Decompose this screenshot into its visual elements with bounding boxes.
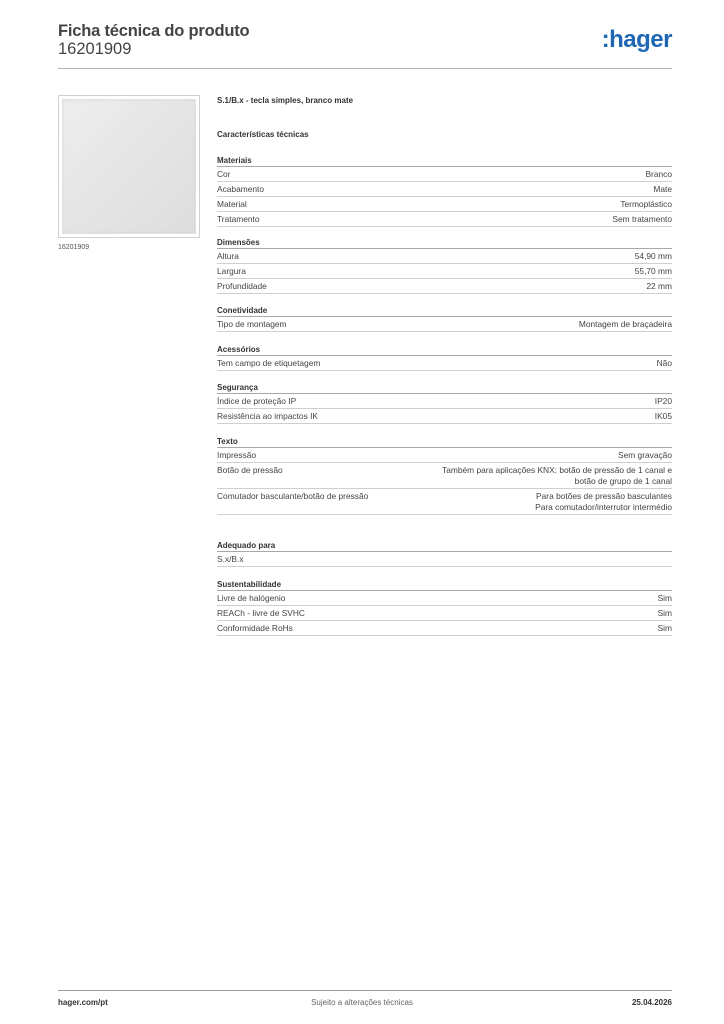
spec-label: Altura bbox=[217, 251, 239, 261]
section-adequado bbox=[217, 540, 672, 567]
spec-label: REACh - livre de SVHC bbox=[217, 608, 305, 618]
spec-value bbox=[535, 491, 672, 513]
spec-row bbox=[217, 317, 672, 332]
spec-row bbox=[217, 552, 672, 567]
spec-row bbox=[217, 606, 672, 621]
image-caption: 16201909 bbox=[58, 244, 90, 251]
section-dimensoes bbox=[217, 237, 672, 294]
product-reference: 16201909 bbox=[58, 40, 132, 58]
section-seguranca bbox=[217, 382, 672, 424]
spec-value: 55,70 mm bbox=[634, 266, 672, 276]
spec-value: Termoplástico bbox=[620, 199, 672, 209]
switch-plate-image bbox=[62, 99, 196, 234]
spec-label: Acabamento bbox=[217, 184, 265, 194]
spec-label: Cor bbox=[217, 169, 231, 179]
section-texto bbox=[217, 436, 672, 515]
spec-value-line: Também para aplicações KNX: botão de pressão de 1 canal e bbox=[442, 465, 672, 475]
spec-value: IK05 bbox=[654, 411, 672, 421]
spec-row bbox=[217, 212, 672, 227]
spec-value: Sim bbox=[657, 623, 672, 633]
spec-label: S.x/B.x bbox=[217, 554, 244, 564]
spec-label: Botão de pressão bbox=[217, 465, 283, 475]
header-divider bbox=[58, 68, 672, 69]
section-sustentabilidade bbox=[217, 579, 672, 636]
spec-row bbox=[217, 264, 672, 279]
section-title: Adequado para bbox=[217, 540, 672, 552]
spec-row bbox=[217, 249, 672, 264]
logo-text: :hager bbox=[601, 26, 672, 53]
spec-label: Tem campo de etiquetagem bbox=[217, 358, 321, 368]
spec-label: Comutador basculante/botão de pressão bbox=[217, 491, 369, 501]
spec-label: Livre de halógenio bbox=[217, 593, 286, 603]
spec-label: Conformidade RoHs bbox=[217, 623, 293, 633]
section-acessorios bbox=[217, 344, 672, 371]
spec-value-line: Para comutador/interrutor intermédio bbox=[535, 502, 672, 512]
hager-logo bbox=[602, 28, 672, 52]
spec-row bbox=[217, 448, 672, 463]
spec-row bbox=[217, 409, 672, 424]
spec-row bbox=[217, 394, 672, 409]
spec-row bbox=[217, 356, 672, 371]
spec-label: Tipo de montagem bbox=[217, 319, 287, 329]
spec-label: Tratamento bbox=[217, 214, 260, 224]
spec-value-line: Para botões de pressão basculantes bbox=[536, 491, 672, 501]
spec-row bbox=[217, 197, 672, 212]
spec-label: Impressão bbox=[217, 450, 257, 460]
section-conetividade bbox=[217, 305, 672, 332]
spec-value: Não bbox=[656, 358, 672, 368]
spec-row bbox=[217, 167, 672, 182]
spec-label: Índice de proteção IP bbox=[217, 396, 297, 406]
spec-label: Material bbox=[217, 199, 247, 209]
section-materiais bbox=[217, 155, 672, 227]
spec-label: Resistência ao impactos IK bbox=[217, 411, 319, 421]
spec-label: Profundidade bbox=[217, 281, 267, 291]
spec-value: Sem tratamento bbox=[612, 214, 672, 224]
spec-value: Sim bbox=[657, 608, 672, 618]
spec-value: 22 mm bbox=[646, 281, 672, 291]
spec-value: 54,90 mm bbox=[634, 251, 672, 261]
spec-value: Sem gravação bbox=[618, 450, 672, 460]
spec-value: Branco bbox=[645, 169, 672, 179]
spec-row bbox=[217, 463, 672, 489]
product-title: S.1/B.x - tecla simples, branco mate bbox=[217, 96, 354, 105]
section-title: Sustentabilidade bbox=[217, 579, 672, 591]
spec-value: Montagem de braçadeira bbox=[578, 319, 672, 329]
page-title: Ficha técnica do produto bbox=[58, 22, 250, 40]
spec-row bbox=[217, 591, 672, 606]
spec-value-line: botão de grupo de 1 canal bbox=[574, 476, 672, 486]
spec-value: IP20 bbox=[654, 396, 672, 406]
footer-divider bbox=[58, 990, 672, 991]
product-image bbox=[58, 95, 200, 238]
section-title: Dimensões bbox=[217, 237, 672, 249]
technical-characteristics-heading: Características técnicas bbox=[217, 130, 309, 139]
spec-row bbox=[217, 489, 672, 515]
section-title: Segurança bbox=[217, 382, 672, 394]
footer-notice: Sujeito a alterações técnicas bbox=[311, 998, 413, 1007]
spec-label: Largura bbox=[217, 266, 246, 276]
spec-row bbox=[217, 621, 672, 636]
section-title: Materiais bbox=[217, 155, 672, 167]
spec-value bbox=[442, 465, 672, 487]
spec-row bbox=[217, 279, 672, 294]
spec-value: Mate bbox=[653, 184, 672, 194]
section-title: Conetividade bbox=[217, 305, 672, 317]
footer-date: 25.04.2026 bbox=[631, 998, 672, 1007]
section-title: Texto bbox=[217, 436, 672, 448]
spec-row bbox=[217, 182, 672, 197]
spec-value: Sim bbox=[657, 593, 672, 603]
section-title: Acessórios bbox=[217, 344, 672, 356]
footer-website-link[interactable]: hager.com/pt bbox=[58, 998, 108, 1007]
